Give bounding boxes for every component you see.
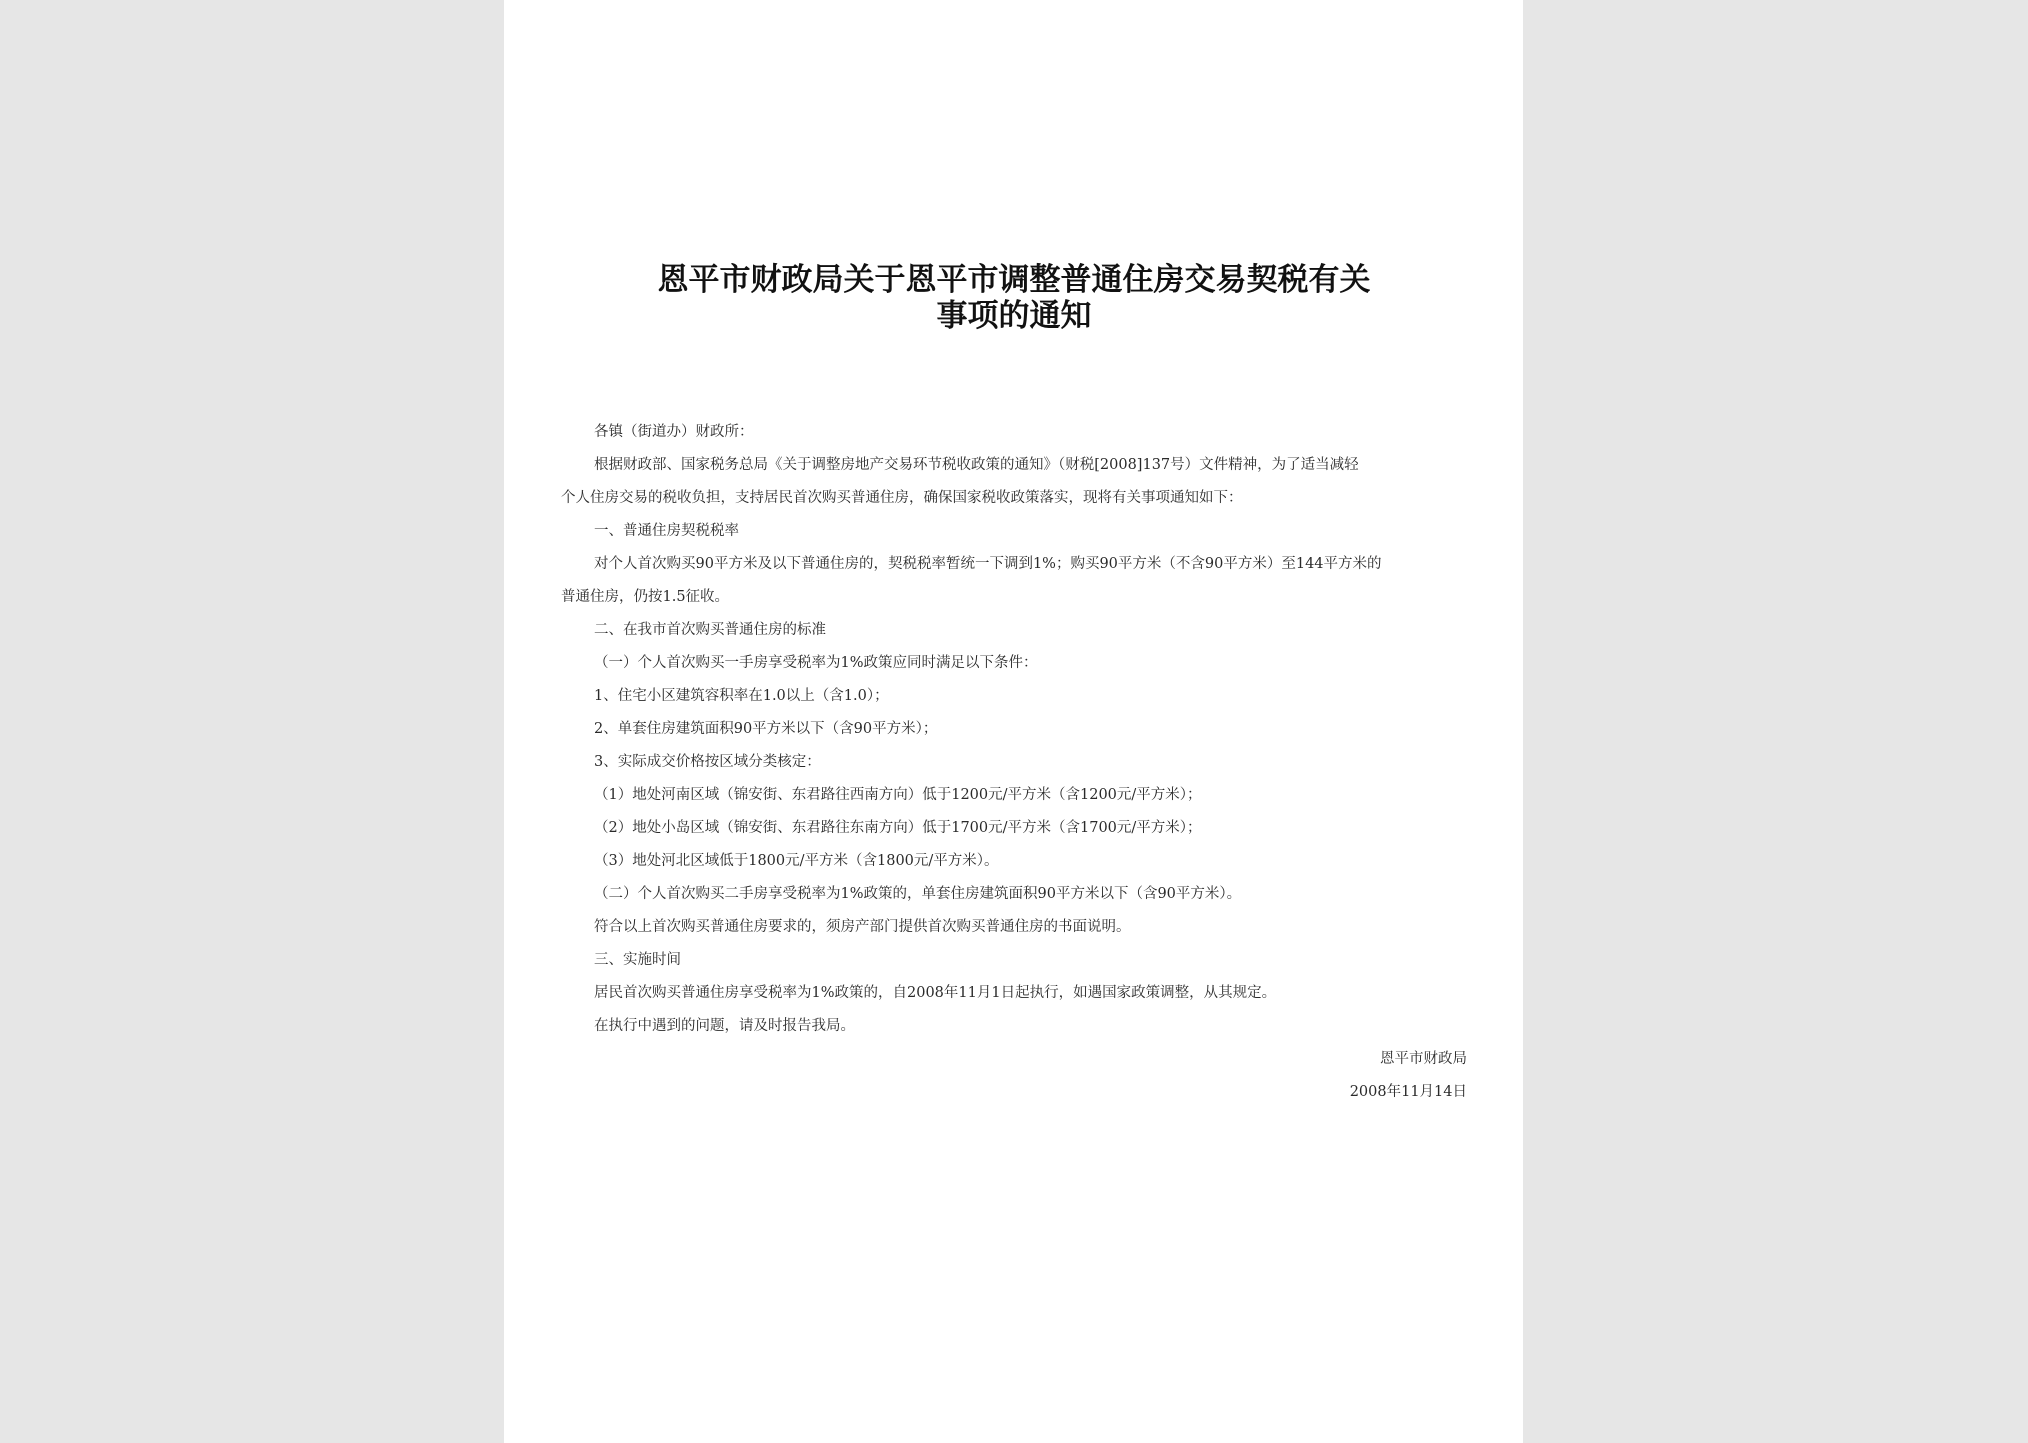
condition-3: 3、实际成交价格按区域分类核定： <box>594 754 821 770</box>
document-title-line-2: 事项的通知 <box>936 298 1092 334</box>
document-page <box>504 0 1523 1443</box>
section-2-heading: 二、在我市首次购买普通住房的标准 <box>594 622 826 638</box>
section-3-heading: 三、实施时间 <box>594 952 681 968</box>
intro-paragraph-line-2: 个人住房交易的税收负担，支持居民首次购买普通住房，确保国家税收政策落实，现将有关事项通知如下： <box>561 490 1243 506</box>
section-3-line-1: 居民首次购买普通住房享受税率为1%政策的，自2008年11月1日起执行，如遇国家政策调整，从其规定。 <box>594 985 1277 1001</box>
salutation: 各镇（街道办）财政所： <box>594 424 754 440</box>
section-2-note: 符合以上首次购买普通住房要求的，须房产部门提供首次购买普通住房的书面说明。 <box>594 919 1131 935</box>
signature: 恩平市财政局 <box>1380 1051 1467 1067</box>
condition-3-a: （1）地处河南区域（锦安街、东君路往西南方向）低于1200元/平方米（含1200元/平方米）； <box>594 787 1202 803</box>
condition-2: 2、单套住房建筑面积90平方米以下（含90平方米）； <box>594 721 938 737</box>
section-1-line-1: 对个人首次购买90平方米及以下普通住房的，契税税率暂统一下调到1%；购买90平方米（不含90平方米）至144平方米的 <box>594 556 1382 572</box>
section-1-line-2: 普通住房，仍按1.5征收。 <box>561 589 730 605</box>
closing-line: 在执行中遇到的问题，请及时报告我局。 <box>594 1018 855 1034</box>
intro-paragraph-line-1: 根据财政部、国家税务总局《关于调整房地产交易环节税收政策的通知》（财税[2008]137号）文件精神，为了适当减轻 <box>594 457 1359 473</box>
section-2-subsection-2: （二）个人首次购买二手房享受税率为1%政策的，单套住房建筑面积90平方米以下（含90平方米）。 <box>594 886 1242 902</box>
condition-1: 1、住宅小区建筑容积率在1.0以上（含1.0）； <box>594 688 889 704</box>
condition-3-c: （3）地处河北区域低于1800元/平方米（含1800元/平方米）。 <box>594 853 999 869</box>
document-date: 2008年11月14日 <box>1349 1084 1467 1100</box>
section-1-heading: 一、普通住房契税税率 <box>594 523 739 539</box>
section-2-subsection-1: （一）个人首次购买一手房享受税率为1%政策应同时满足以下条件： <box>594 655 1038 671</box>
condition-3-b: （2）地处小岛区域（锦安街、东君路往东南方向）低于1700元/平方米（含1700元/平方米）； <box>594 820 1202 836</box>
document-title-line-1: 恩平市财政局关于恩平市调整普通住房交易契税有关 <box>657 262 1371 298</box>
